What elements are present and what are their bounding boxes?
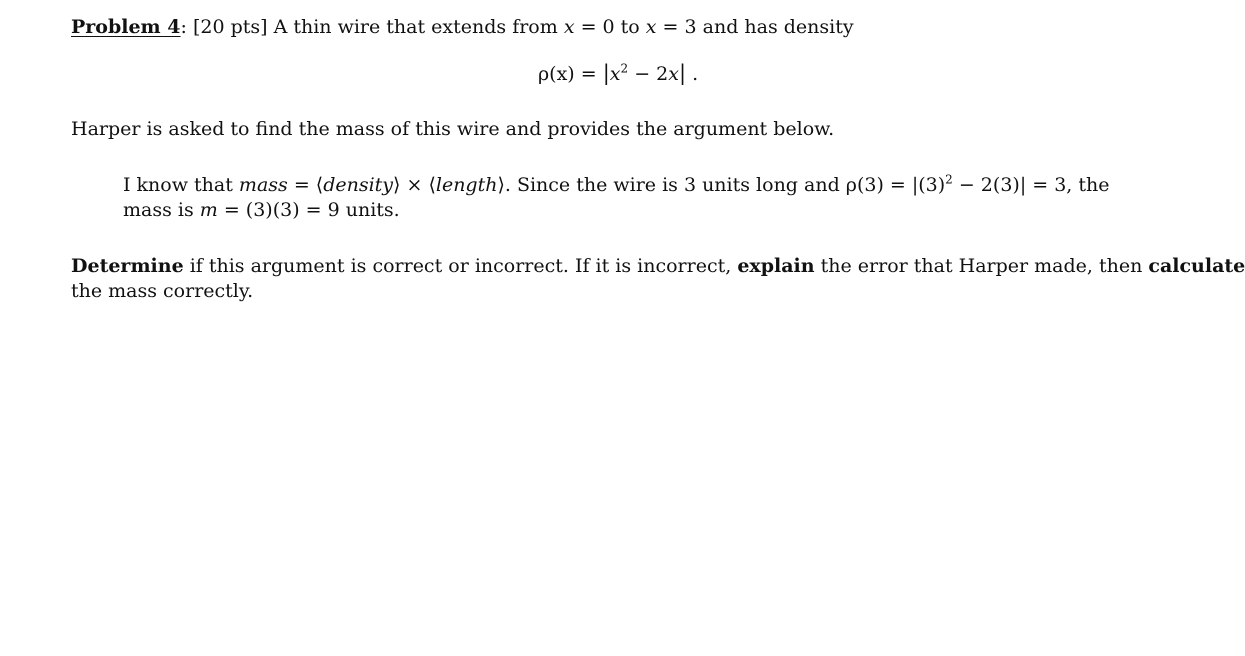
argument-text-g: = (3)(3) = 9 units. bbox=[217, 199, 400, 221]
calculate-word: calculate bbox=[1148, 255, 1245, 277]
argument-text-e: − 2(3)| = 3, the bbox=[952, 174, 1110, 196]
problem-label: Problem 4 bbox=[71, 16, 181, 38]
density-word: density bbox=[323, 174, 394, 196]
context-paragraph: Harper is asked to find the mass of this wire and provides the argument below. bbox=[71, 118, 835, 140]
density-lhs: ρ(x) = bbox=[538, 63, 603, 85]
argument-text-b: = ⟨ bbox=[287, 174, 324, 196]
task-line-1 bbox=[71, 254, 1245, 278]
problem-eq-three: = 3 and has density bbox=[656, 16, 854, 38]
argument-text-d: ⟩. Since the wire is 3 units long and ρ(3) = |(3) bbox=[497, 174, 946, 196]
argument-line-1 bbox=[123, 173, 1110, 197]
argument-text-a: I know that bbox=[123, 174, 239, 196]
density-end: . bbox=[686, 63, 699, 85]
abs-bar-open: | bbox=[602, 61, 610, 85]
task-text-a: if this argument is correct or incorrect. If it is incorrect, bbox=[183, 255, 738, 277]
length-word: length bbox=[435, 174, 498, 196]
math-x-2: x bbox=[645, 16, 657, 38]
task-text-b: the error that Harper made, then bbox=[814, 255, 1149, 277]
argument-text-c: ⟩ × ⟨ bbox=[393, 174, 436, 196]
density-equation bbox=[538, 61, 698, 86]
argument-exponent: 2 bbox=[945, 172, 953, 187]
density-exponent: 2 bbox=[620, 61, 629, 76]
m-var: m bbox=[199, 199, 218, 221]
abs-bar-close: | bbox=[678, 61, 687, 85]
argument-line-2 bbox=[123, 198, 400, 222]
problem-statement bbox=[71, 15, 854, 39]
problem-intro: A thin wire that extends from bbox=[267, 16, 564, 38]
task-line-2: the mass correctly. bbox=[71, 280, 254, 302]
argument-text-f: mass is bbox=[123, 199, 200, 221]
mass-word: mass bbox=[238, 174, 288, 196]
problem-eq-zero: = 0 to bbox=[574, 16, 646, 38]
density-x: x bbox=[609, 63, 621, 85]
density-mid: − 2 bbox=[628, 63, 669, 85]
density-x2: x bbox=[668, 63, 679, 85]
explain-word: explain bbox=[737, 255, 815, 277]
math-x-1: x bbox=[563, 16, 575, 38]
determine-word: Determine bbox=[71, 255, 184, 277]
problem-colon: : bbox=[180, 16, 187, 38]
problem-points: [20 pts] bbox=[192, 16, 268, 38]
